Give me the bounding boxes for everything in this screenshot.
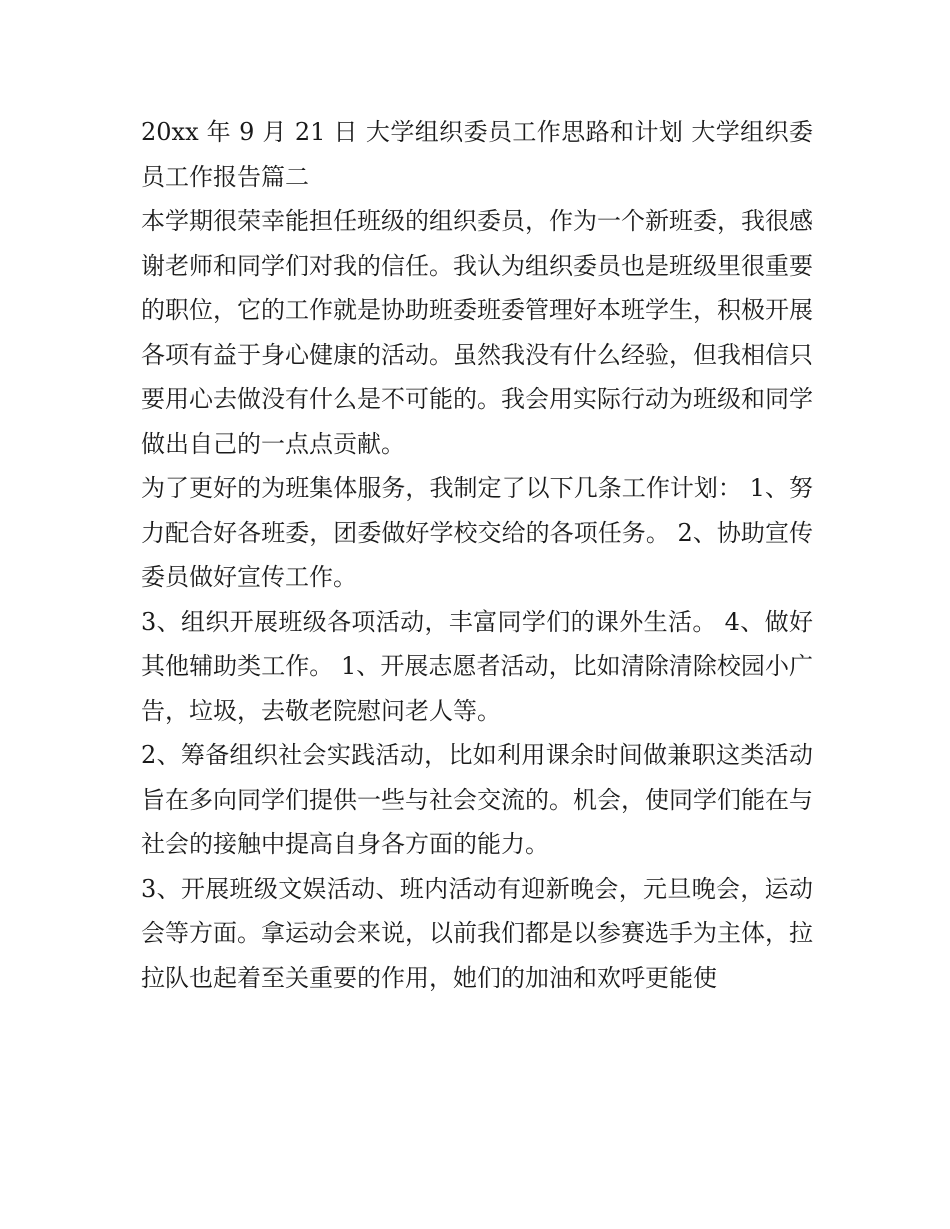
paragraph-3: 3、组织开展班级各项活动，丰富同学们的课外生活。 4、做好其他辅助类工作。 1、开展志愿者活动，比如清除清除校园小广告，垃圾，去敬老院慰问老人等。 [141,607,813,725]
paragraph-5: 3、开展班级文娱活动、班内活动有迎新晚会，元旦晚会，运动会等方面。拿运动会来说，以前我们都是以参赛选手为主体，拉拉队也起着至关重要的作用，她们的加油和欢呼更能使 [141,874,813,992]
paragraph-4: 2、筹备组织社会实践活动，比如利用课余时间做兼职这类活动旨在多向同学们提供一些与社会交流的。机会，使同学们能在与社会的接触中提高自身各方面的能力。 [141,741,813,858]
paragraph-2: 为了更好的为班集体服务，我制定了以下几条工作计划： 1、努力配合好各班委，团委做好学校交给的各项任务。 2、协助宣传委员做好宣传工作。 [141,474,813,591]
document-title: 20xx 年 9 月 21 日 大学组织委员工作思路和计划 大学组织委员工作报告篇二 [141,118,813,191]
paragraph-1: 本学期很荣幸能担任班级的组织委员，作为一个新班委，我很感谢老师和同学们对我的信任。我认为组织委员也是班级里很重要的职位，它的工作就是协助班委班委管理好本班学生，积极开展各项有益于身心健康的活动。虽然我没有什么经验，但我相信只要用心去做没有什么是不可能的。我会用实际行动为班级和同学做出自己的一点点贡献。 [141,207,813,458]
document-body [141,110,813,1000]
